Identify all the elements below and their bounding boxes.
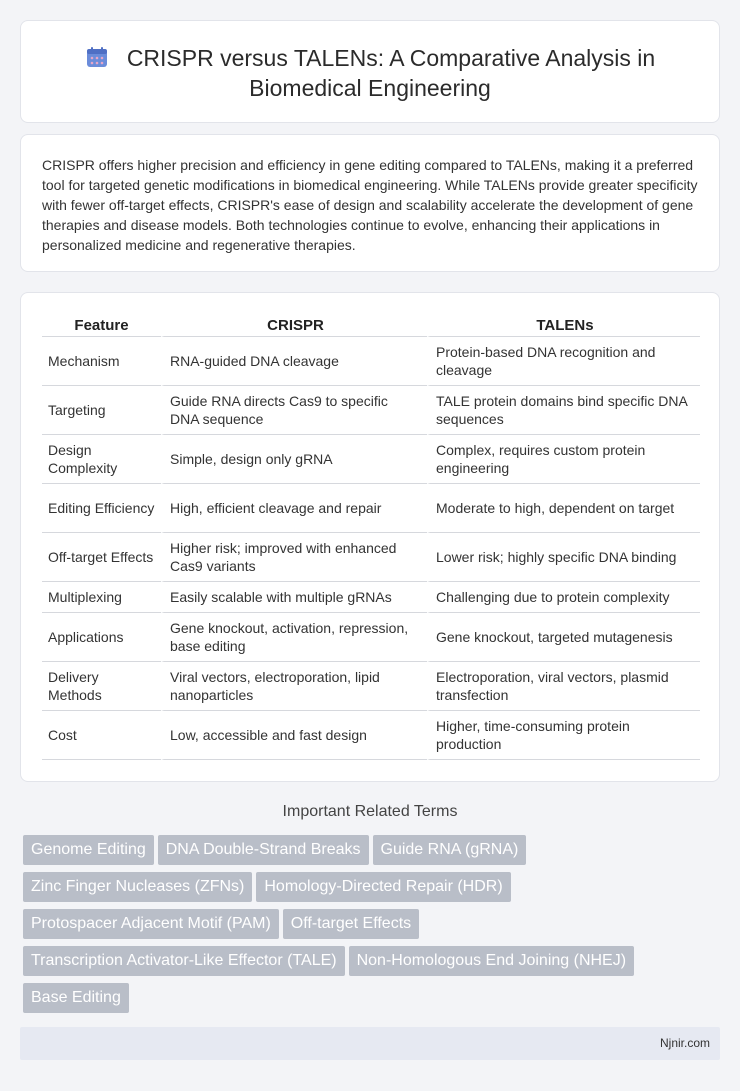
table-row xyxy=(42,435,700,484)
feature-cell: Applications xyxy=(42,613,161,662)
crispr-cell: Viral vectors, electroporation, lipid nanoparticles xyxy=(161,662,427,711)
table-row xyxy=(42,711,700,760)
crispr-cell: Easily scalable with multiple gRNAs xyxy=(161,582,427,613)
crispr-cell: Simple, design only gRNA xyxy=(161,435,427,484)
related-terms-list xyxy=(23,835,723,1020)
feature-cell: Off-target Effects xyxy=(42,533,161,582)
feature-cell: Cost xyxy=(42,711,161,760)
table-row xyxy=(42,484,700,533)
feature-cell: Targeting xyxy=(42,386,161,435)
talens-cell: Protein-based DNA recognition and cleavage xyxy=(427,337,700,386)
talens-cell: Challenging due to protein complexity xyxy=(427,582,700,613)
tag-dna-double-strand-breaks[interactable]: DNA Double-Strand Breaks xyxy=(158,835,369,865)
talens-cell: Moderate to high, dependent on target xyxy=(427,484,700,533)
footer-site-link[interactable]: Njnir.com xyxy=(659,1036,710,1050)
tag-nhej[interactable]: Non-Homologous End Joining (NHEJ) xyxy=(349,946,634,976)
feature-cell: Design Complexity xyxy=(42,435,161,484)
tag-homology-directed-repair[interactable]: Homology-Directed Repair (HDR) xyxy=(256,872,510,902)
tag-base-editing[interactable]: Base Editing xyxy=(23,983,129,1013)
tag-row xyxy=(23,909,723,946)
tag-row xyxy=(23,946,723,983)
talens-cell: Complex, requires custom protein engineering xyxy=(427,435,700,484)
tag-guide-rna[interactable]: Guide RNA (gRNA) xyxy=(373,835,527,865)
table-row xyxy=(42,533,700,582)
feature-cell: Mechanism xyxy=(42,337,161,386)
footer xyxy=(20,1027,720,1060)
table-row xyxy=(42,582,700,613)
comparison-table-card xyxy=(20,292,720,782)
tag-row xyxy=(23,835,723,872)
crispr-cell: Low, accessible and fast design xyxy=(161,711,427,760)
crispr-cell: High, efficient cleavage and repair xyxy=(161,484,427,533)
crispr-cell: Higher risk; improved with enhanced Cas9 variants xyxy=(161,533,427,582)
tag-row xyxy=(23,872,723,909)
tag-off-target-effects[interactable]: Off-target Effects xyxy=(283,909,419,939)
table-header-row xyxy=(42,313,700,337)
title-line-1: CRISPR versus TALENs: A Comparative Analysis in xyxy=(126,45,656,71)
header-feature: Feature xyxy=(42,313,161,337)
summary-card xyxy=(20,134,720,272)
tag-protospacer-adjacent-motif[interactable]: Protospacer Adjacent Motif (PAM) xyxy=(23,909,279,939)
talens-cell: Electroporation, viral vectors, plasmid transfection xyxy=(427,662,700,711)
header-crispr: CRISPR xyxy=(161,313,427,337)
talens-cell: Lower risk; highly specific DNA binding xyxy=(427,533,700,582)
crispr-cell: Guide RNA directs Cas9 to specific DNA sequence xyxy=(161,386,427,435)
talens-cell: Gene knockout, targeted mutagenesis xyxy=(427,613,700,662)
header-talens: TALENs xyxy=(427,313,700,337)
feature-cell: Editing Efficiency xyxy=(42,484,161,533)
crispr-cell: RNA-guided DNA cleavage xyxy=(161,337,427,386)
related-terms-heading: Important Related Terms xyxy=(282,803,458,820)
title-line-2: Biomedical Engineering xyxy=(249,75,491,101)
tag-zinc-finger-nucleases[interactable]: Zinc Finger Nucleases (ZFNs) xyxy=(23,872,252,902)
summary-text: CRISPR offers higher precision and efficiency in gene editing compared to TALENs, making it a preferred tool for targeted genetic modifications in biomedical engineering. While TALENs provide greater specificity with fewer off-target effects, CRISPR's ease of design and scalability accelerate the development of gene therapies and disease models. Both technologies continue to evolve, enhancing their applications in personalized medicine and regenerative therapies. xyxy=(42,157,698,253)
tag-genome-editing[interactable]: Genome Editing xyxy=(23,835,154,865)
feature-cell: Delivery Methods xyxy=(42,662,161,711)
comparison-table xyxy=(42,313,700,760)
tag-row xyxy=(23,983,723,1020)
tag-tale[interactable]: Transcription Activator-Like Effector (TALE) xyxy=(23,946,345,976)
calendar-icon xyxy=(85,45,109,69)
talens-cell: TALE protein domains bind specific DNA sequences xyxy=(427,386,700,435)
table-row xyxy=(42,386,700,435)
page-title xyxy=(21,43,719,103)
crispr-cell: Gene knockout, activation, repression, base editing xyxy=(161,613,427,662)
table-row xyxy=(42,613,700,662)
feature-cell: Multiplexing xyxy=(42,582,161,613)
title-card xyxy=(20,20,720,123)
table-row xyxy=(42,337,700,386)
table-row xyxy=(42,662,700,711)
talens-cell: Higher, time-consuming protein production xyxy=(427,711,700,760)
